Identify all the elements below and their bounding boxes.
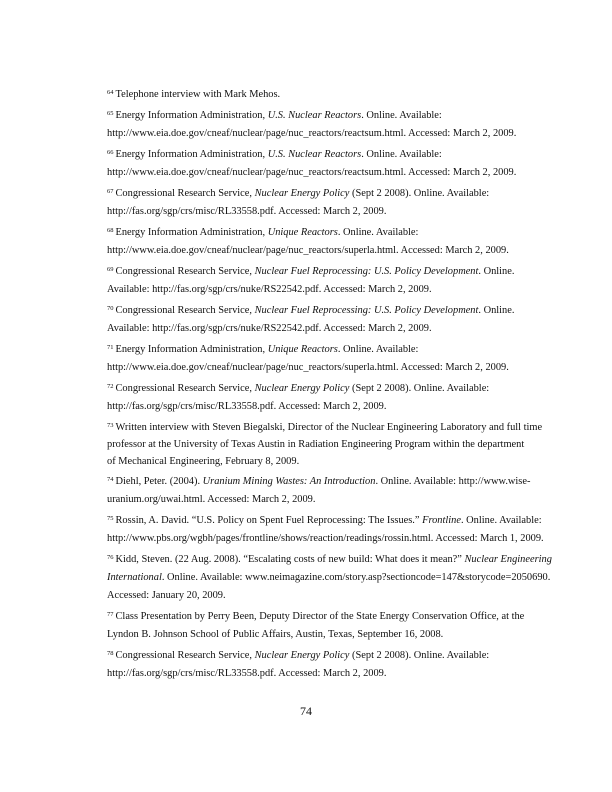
italic-title: Nuclear Energy Policy bbox=[254, 650, 350, 661]
footnote-text: Congressional Research Service, bbox=[115, 383, 255, 394]
footnote-line bbox=[107, 608, 547, 626]
footnote-line bbox=[107, 359, 547, 377]
footnote-72 bbox=[107, 380, 547, 416]
italic-title: Nuclear Fuel Reprocessing: U.S. Policy Development bbox=[254, 305, 479, 316]
footnote-line bbox=[107, 281, 547, 299]
footnote-text: (Sept 2 2008). Online. Available: bbox=[349, 188, 490, 199]
italic-title: Unique Reactors bbox=[267, 344, 338, 355]
footnote-text: . Online. Available: http://www.wise- bbox=[375, 476, 531, 487]
footnote-number: 73 bbox=[107, 422, 114, 429]
footnote-78 bbox=[107, 647, 547, 683]
footnote-number: 71 bbox=[107, 344, 114, 351]
footnote-number: 68 bbox=[107, 227, 114, 234]
footnote-line bbox=[107, 512, 547, 530]
footnote-68 bbox=[107, 224, 547, 260]
footnote-text: Rossin, A. David. “U.S. Policy on Spent Fuel Reprocessing: The Issues.” bbox=[115, 515, 423, 526]
footnote-line bbox=[107, 626, 547, 644]
footnote-65 bbox=[107, 107, 547, 143]
footnote-line bbox=[107, 398, 547, 416]
footnote-text: http://www.eia.doe.gov/cneaf/nuclear/page/nuc_reactors/superla.html. Accessed: March 2, 2009. bbox=[107, 245, 509, 256]
footnote-number: 75 bbox=[107, 515, 114, 522]
footnote-line bbox=[107, 436, 547, 453]
footnote-73 bbox=[107, 419, 547, 470]
footnote-text: http://www.eia.doe.gov/cneaf/nuclear/page/nuc_reactors/reactsum.html. Accessed: March 2, 2009. bbox=[107, 167, 517, 178]
footnote-text: Energy Information Administration, bbox=[115, 110, 268, 121]
footnote-number: 69 bbox=[107, 266, 114, 273]
footnote-text: Congressional Research Service, bbox=[115, 266, 255, 277]
footnote-line bbox=[107, 164, 547, 182]
footnote-number: 76 bbox=[107, 554, 114, 561]
italic-title: Nuclear Fuel Reprocessing: U.S. Policy Development bbox=[254, 266, 479, 277]
footnote-number: 72 bbox=[107, 383, 114, 390]
italic-title: Unique Reactors bbox=[267, 227, 338, 238]
footnote-line bbox=[107, 530, 547, 548]
footnote-text: Congressional Research Service, bbox=[115, 188, 255, 199]
footnote-number: 77 bbox=[107, 611, 114, 618]
footnote-text: . Online. Available: bbox=[337, 227, 419, 238]
footnote-text: http://www.pbs.org/wgbh/pages/frontline/shows/reaction/readings/rossin.html. Accessed: March 1, 2009. bbox=[107, 533, 544, 544]
footnote-text: . Online. bbox=[478, 305, 515, 316]
footnote-line bbox=[107, 86, 547, 104]
footnote-text: of Mechanical Engineering, February 8, 2009. bbox=[107, 456, 300, 467]
footnote-number: 70 bbox=[107, 305, 114, 312]
footnote-text: . Online. Available: www.neimagazine.com/story.asp?sectioncode=147&storycode=2050690. bbox=[161, 572, 551, 583]
footnote-line bbox=[107, 185, 547, 203]
footnote-line bbox=[107, 665, 547, 683]
italic-title: International bbox=[107, 572, 162, 583]
footnote-number: 66 bbox=[107, 149, 114, 156]
footnote-text: . Online. bbox=[478, 266, 515, 277]
footnote-line bbox=[107, 107, 547, 125]
footnote-line bbox=[107, 453, 547, 470]
footnote-64 bbox=[107, 86, 547, 104]
footnote-75 bbox=[107, 512, 547, 548]
footnote-line bbox=[107, 125, 547, 143]
footnote-text: http://fas.org/sgp/crs/misc/RL33558.pdf. Accessed: March 2, 2009. bbox=[107, 668, 387, 679]
footnote-text: Diehl, Peter. (2004). bbox=[115, 476, 203, 487]
italic-title: Nuclear Energy Policy bbox=[254, 188, 350, 199]
footnote-text: http://fas.org/sgp/crs/misc/RL33558.pdf. Accessed: March 2, 2009. bbox=[107, 401, 387, 412]
footnote-line bbox=[107, 380, 547, 398]
footnote-74 bbox=[107, 473, 547, 509]
footnote-text: . Online. Available: bbox=[337, 344, 419, 355]
footnote-text: Congressional Research Service, bbox=[115, 305, 255, 316]
footnote-line bbox=[107, 263, 547, 281]
footnote-text: http://www.eia.doe.gov/cneaf/nuclear/page/nuc_reactors/superla.html. Accessed: March 2, 2009. bbox=[107, 362, 509, 373]
footnote-69 bbox=[107, 263, 547, 299]
footnote-text: http://fas.org/sgp/crs/misc/RL33558.pdf. Accessed: March 2, 2009. bbox=[107, 206, 387, 217]
footnote-text: Class Presentation by Perry Been, Deputy Director of the State Energy Conservation Office, at the bbox=[115, 611, 525, 622]
footnote-line bbox=[107, 203, 547, 221]
footnote-text: professor at the University of Texas Austin in Radiation Engineering Program within the department bbox=[107, 439, 525, 450]
footnote-text: Written interview with Steven Biegalski, Director of the Nuclear Engineering Laboratory and full time bbox=[115, 422, 543, 433]
footnote-number: 78 bbox=[107, 650, 114, 657]
footnote-line bbox=[107, 473, 547, 491]
footnote-line bbox=[107, 302, 547, 320]
footnote-line bbox=[107, 647, 547, 665]
footnote-text: Available: http://fas.org/sgp/crs/nuke/RS22542.pdf. Accessed: March 2, 2009. bbox=[107, 323, 432, 334]
footnote-text: Accessed: January 20, 2009. bbox=[107, 590, 226, 601]
footnote-text: . Online. Available: bbox=[361, 149, 442, 160]
footnote-text: uranium.org/uwai.html. Accessed: March 2, 2009. bbox=[107, 494, 316, 505]
italic-title: U.S. Nuclear Reactors bbox=[267, 110, 362, 121]
footnotes-list bbox=[107, 86, 552, 686]
footnote-line bbox=[107, 341, 547, 359]
footnote-text: Telephone interview with Mark Mehos. bbox=[115, 89, 281, 100]
footnote-line bbox=[107, 224, 547, 242]
footnote-70 bbox=[107, 302, 547, 338]
footnote-text: Energy Information Administration, bbox=[115, 227, 268, 238]
footnote-line bbox=[107, 587, 547, 605]
footnote-76 bbox=[107, 551, 552, 605]
footnote-line bbox=[107, 419, 547, 436]
footnote-text: (Sept 2 2008). Online. Available: bbox=[349, 650, 490, 661]
footnote-line bbox=[107, 551, 552, 569]
footnote-line bbox=[107, 146, 547, 164]
footnote-text: http://www.eia.doe.gov/cneaf/nuclear/page/nuc_reactors/reactsum.html. Accessed: March 2, 2009. bbox=[107, 128, 517, 139]
footnote-text: Lyndon B. Johnson School of Public Affairs, Austin, Texas, September 16, 2008. bbox=[107, 629, 444, 640]
footnote-text: . Online. Available: bbox=[361, 110, 442, 121]
footnote-67 bbox=[107, 185, 547, 221]
footnote-number: 74 bbox=[107, 476, 114, 483]
italic-title: Nuclear Engineering bbox=[464, 554, 552, 565]
italic-title: Frontline bbox=[422, 515, 461, 526]
italic-title: Uranium Mining Wastes: An Introduction bbox=[202, 476, 376, 487]
footnote-number: 65 bbox=[107, 110, 114, 117]
footnote-number: 67 bbox=[107, 188, 114, 195]
footnote-77 bbox=[107, 608, 547, 644]
footnote-text: . Online. Available: bbox=[460, 515, 542, 526]
italic-title: U.S. Nuclear Reactors bbox=[267, 149, 362, 160]
footnote-line bbox=[107, 320, 547, 338]
footnote-line bbox=[107, 242, 547, 260]
footnote-71 bbox=[107, 341, 547, 377]
footnote-text: (Sept 2 2008). Online. Available: bbox=[349, 383, 490, 394]
footnote-text: Energy Information Administration, bbox=[115, 344, 268, 355]
italic-title: Nuclear Energy Policy bbox=[254, 383, 350, 394]
footnote-line bbox=[107, 491, 547, 509]
footnote-text: Kidd, Steven. (22 Aug. 2008). “Escalating costs of new build: What does it mean?” bbox=[115, 554, 465, 565]
footnote-number: 64 bbox=[107, 89, 114, 96]
footnote-text: Energy Information Administration, bbox=[115, 149, 268, 160]
footnote-text: Congressional Research Service, bbox=[115, 650, 255, 661]
footnote-66 bbox=[107, 146, 547, 182]
footnote-line bbox=[107, 569, 551, 587]
footnote-text: Available: http://fas.org/sgp/crs/nuke/RS22542.pdf. Accessed: March 2, 2009. bbox=[107, 284, 432, 295]
page-number: 74 bbox=[300, 704, 312, 718]
